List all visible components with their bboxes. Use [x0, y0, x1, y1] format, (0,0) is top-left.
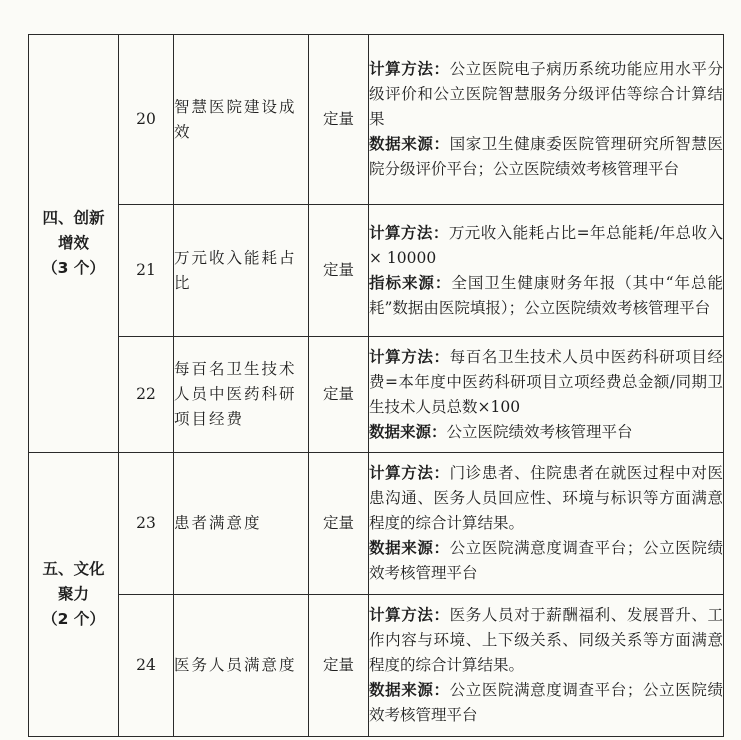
source-text: 国家卫生健康委医院管理研究所智慧医院分级评价平台；公立医院绩效考核管理平台 [369, 135, 723, 178]
method-label: 计算方法： [369, 464, 450, 482]
source-text: 公立医院满意度调查平台；公立医院绩效考核管理平台 [369, 539, 723, 582]
indicator-type: 定量 [309, 595, 369, 737]
indicator-name: 智慧医院建设成效 [174, 35, 309, 205]
indicator-description [369, 337, 724, 453]
category-cell [29, 453, 119, 737]
indicator-type: 定量 [309, 337, 369, 453]
indicator-type: 定量 [309, 35, 369, 205]
method-label: 计算方法： [369, 223, 449, 242]
method-text: 公立医院电子病历系统功能应用水平分级评价和公立医院智慧服务分级评估等综合计算结果 [369, 60, 723, 128]
indicator-description [369, 595, 724, 737]
table-row [29, 337, 724, 453]
table-row [29, 453, 724, 595]
category-line1: 五、文化 [42, 560, 105, 578]
indicator-type: 定量 [309, 453, 369, 595]
category-line2: 增效 [57, 234, 89, 252]
method-label: 计算方法： [369, 60, 450, 78]
indicator-number: 20 [119, 35, 174, 205]
method-text: 门诊患者、住院患者在就医过程中对医患沟通、医务人员回应性、环境与标识等方面满意程度的综合计算结果。 [369, 464, 723, 532]
table-row [29, 205, 724, 337]
method-text: 每百名卫生技术人员中医药科研项目经费=本年度中医药科研项目立项经费总金额/同期卫生技术人员总数×100 [369, 347, 723, 416]
indicator-name: 每百名卫生技术人员中医药科研项目经费 [174, 337, 309, 453]
indicator-name: 医务人员满意度 [174, 595, 309, 737]
source-text: 公立医院绩效考核管理平台 [446, 422, 633, 441]
source-label: 数据来源： [369, 422, 447, 441]
indicator-table [28, 34, 724, 737]
category-line2: 聚力 [57, 585, 89, 603]
source-text: 全国卫生健康财务年报（其中“年总能耗”数据由医院填报）；公立医院绩效考核管理平台 [369, 273, 723, 317]
indicator-description [369, 205, 724, 337]
indicator-description [369, 35, 724, 205]
indicator-name: 患者满意度 [174, 453, 309, 595]
source-label: 数据来源： [369, 539, 450, 557]
category-count: （3 个） [42, 259, 105, 277]
method-label: 计算方法： [369, 347, 450, 366]
indicator-number: 23 [119, 453, 174, 595]
source-label: 数据来源： [369, 681, 450, 699]
method-text: 万元收入能耗占比=年总能耗/年总收入 × 10000 [369, 223, 723, 267]
category-cell [29, 35, 119, 453]
source-label: 数据来源： [369, 135, 450, 153]
method-label: 计算方法： [369, 606, 450, 624]
method-text: 医务人员对于薪酬福利、发展晋升、工作内容与环境、上下级关系、同级关系等方面满意程度的综合计算结果。 [369, 606, 723, 674]
table-row [29, 595, 724, 737]
source-label: 指标来源： [369, 273, 452, 292]
indicator-description [369, 453, 724, 595]
indicator-type: 定量 [309, 205, 369, 337]
indicator-name: 万元收入能耗占比 [174, 205, 309, 337]
indicator-number: 24 [119, 595, 174, 737]
category-count: （2 个） [42, 610, 105, 628]
category-line1: 四、创新 [42, 209, 105, 227]
indicator-number: 21 [119, 205, 174, 337]
indicator-number: 22 [119, 337, 174, 453]
source-text: 公立医院满意度调查平台；公立医院绩效考核管理平台 [369, 681, 723, 724]
table-row [29, 35, 724, 205]
